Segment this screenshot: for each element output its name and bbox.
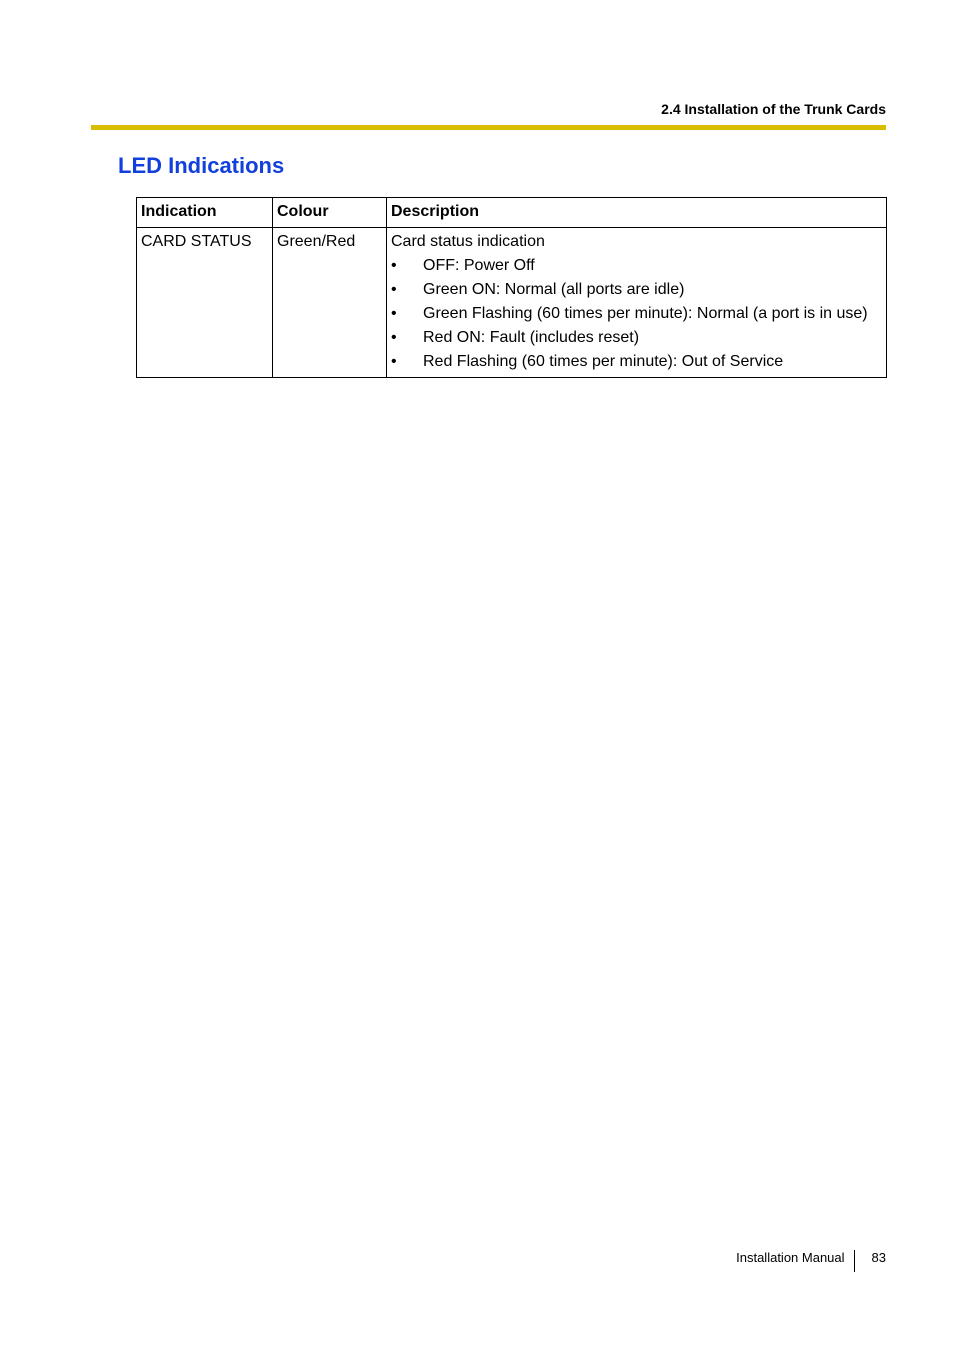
list-item-text: Green Flashing (60 times per minute): Normal (a port is in use): [423, 305, 868, 322]
list-item: [391, 278, 882, 302]
indication-cell: CARD STATUS: [137, 228, 273, 378]
list-item-text: Green ON: Normal (all ports are idle): [423, 281, 685, 298]
table-header-row: [137, 198, 887, 228]
description-list: [391, 254, 882, 374]
section-title: LED Indications: [118, 153, 285, 178]
list-item: [391, 254, 882, 278]
list-item-text: OFF: Power Off: [423, 257, 535, 274]
bullet-icon: •: [391, 329, 397, 346]
led-indications-table: [136, 197, 887, 378]
header-rule: [91, 125, 886, 130]
bullet-icon: •: [391, 281, 397, 298]
column-header-description: Description: [387, 198, 887, 228]
footer-manual-label: Installation Manual: [736, 1250, 845, 1265]
list-item-text: Red Flashing (60 times per minute): Out of Service: [423, 353, 784, 370]
list-item-text: Red ON: Fault (includes reset): [423, 329, 640, 346]
running-header: 2.4 Installation of the Trunk Cards: [661, 101, 886, 117]
bullet-icon: •: [391, 353, 397, 370]
bullet-icon: •: [391, 305, 397, 322]
table-row: [137, 228, 887, 378]
column-header-indication: Indication: [137, 198, 273, 228]
page-number: 83: [871, 1250, 886, 1265]
description-intro: Card status indication: [391, 233, 545, 250]
description-cell: [387, 228, 887, 378]
column-header-colour: Colour: [273, 198, 387, 228]
list-item: [391, 326, 882, 350]
list-item: [391, 302, 882, 326]
page-footer: [736, 1250, 886, 1272]
list-item: [391, 350, 882, 374]
colour-cell: Green/Red: [273, 228, 387, 378]
bullet-icon: •: [391, 257, 397, 274]
